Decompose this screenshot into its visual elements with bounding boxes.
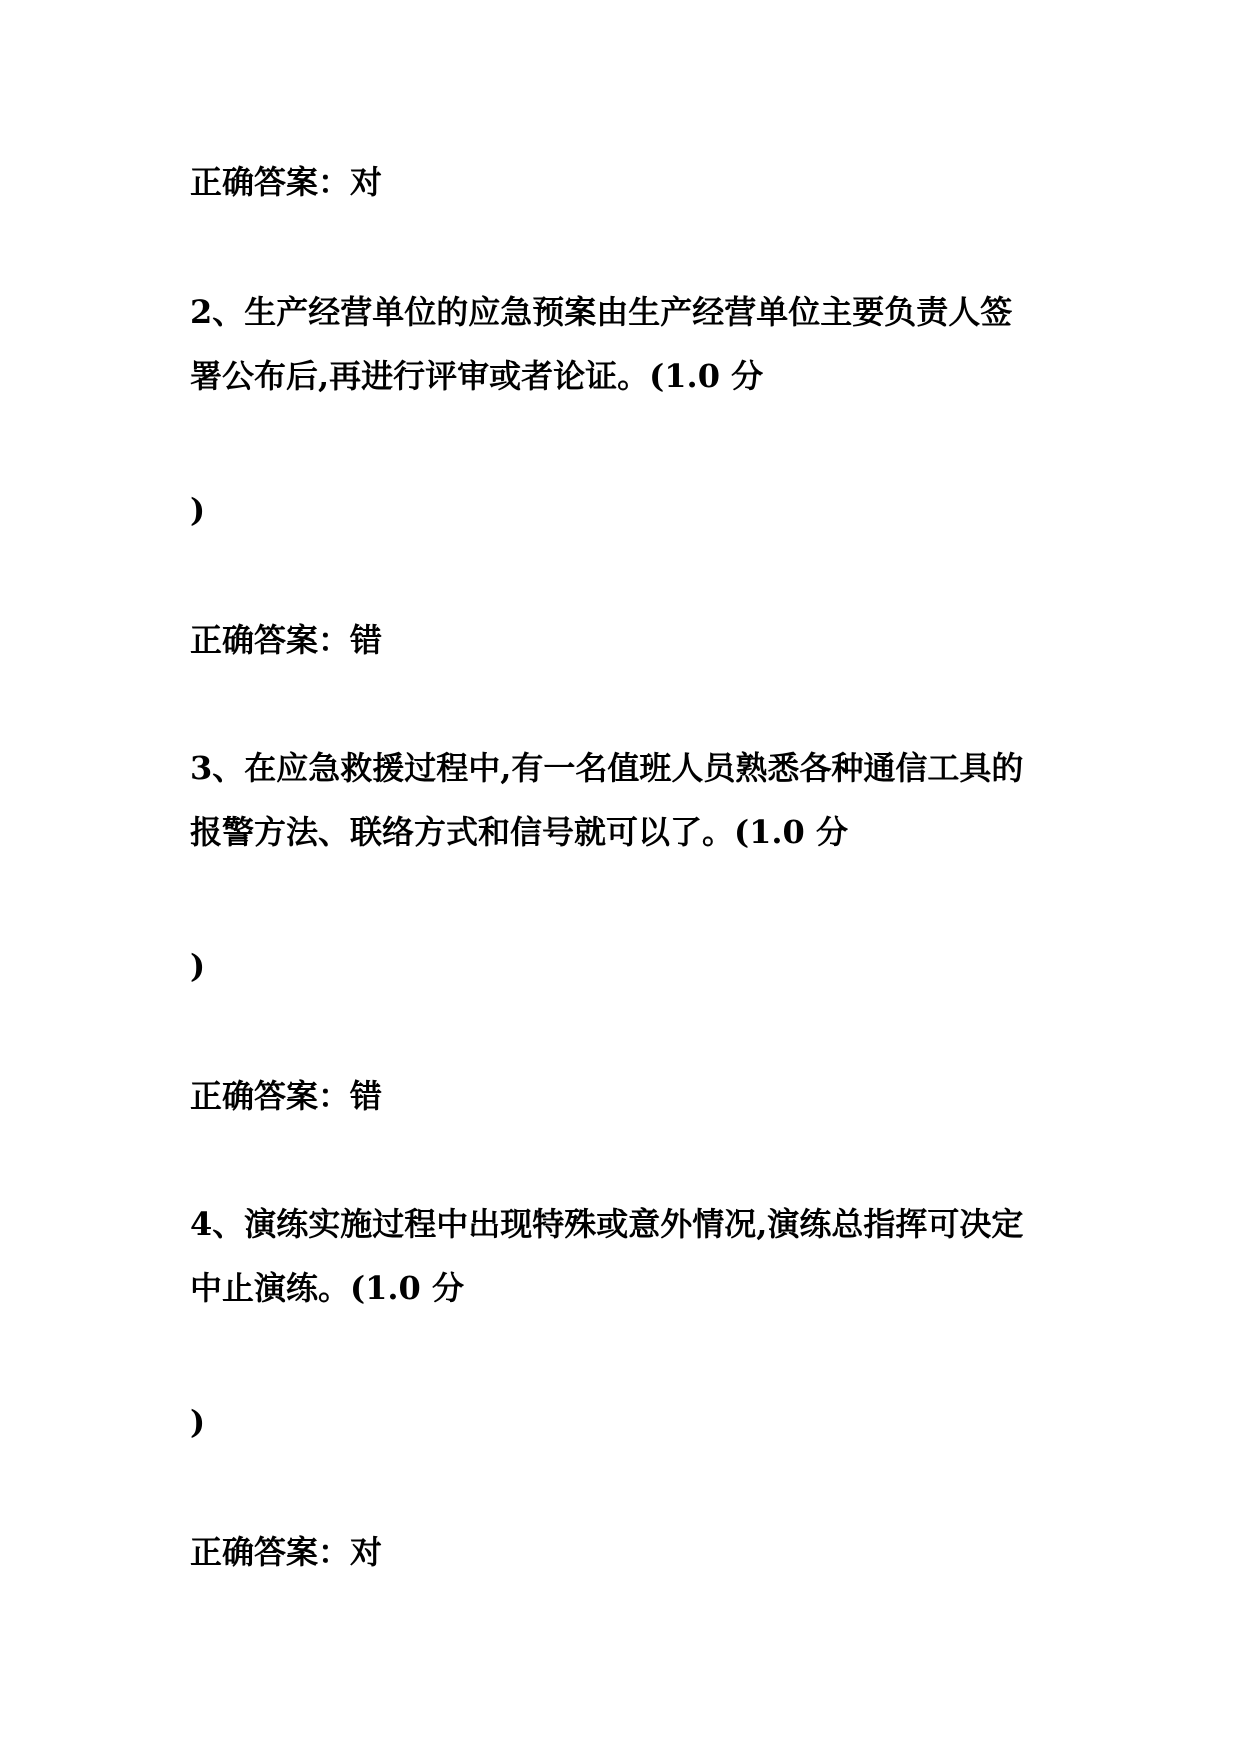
answer-label: 正确答案：	[190, 1077, 351, 1115]
answer-value: 对	[350, 163, 383, 201]
question-3-line-2: 报警方法、联络方式和信号就可以了。(1.0 分	[190, 813, 848, 851]
question-2-line-2: 署公布后,再进行评审或者论证。(1.0 分	[190, 357, 764, 395]
question-3-close: )	[190, 947, 206, 985]
answer-label: 正确答案：	[190, 163, 351, 201]
question-4-line-2: 中止演练。(1.0 分	[190, 1269, 464, 1307]
answer-line	[190, 620, 382, 660]
question-3-line-1: 3、在应急救援过程中,有一名值班人员熟悉各种通信工具的	[190, 749, 1024, 787]
answer-value: 错	[350, 621, 383, 659]
answer-line	[190, 162, 382, 202]
question-4-close: )	[190, 1403, 206, 1441]
question-2-close: )	[190, 491, 206, 529]
answer-label: 正确答案：	[190, 1533, 351, 1571]
answer-value: 错	[350, 1077, 383, 1115]
answer-label: 正确答案：	[190, 621, 351, 659]
question-4-line-1: 4、演练实施过程中出现特殊或意外情况,演练总指挥可决定	[190, 1205, 1024, 1243]
answer-line	[190, 1532, 382, 1572]
answer-line	[190, 1076, 382, 1116]
question-2-line-1: 2、生产经营单位的应急预案由生产经营单位主要负责人签	[190, 293, 1013, 331]
answer-value: 对	[350, 1533, 383, 1571]
